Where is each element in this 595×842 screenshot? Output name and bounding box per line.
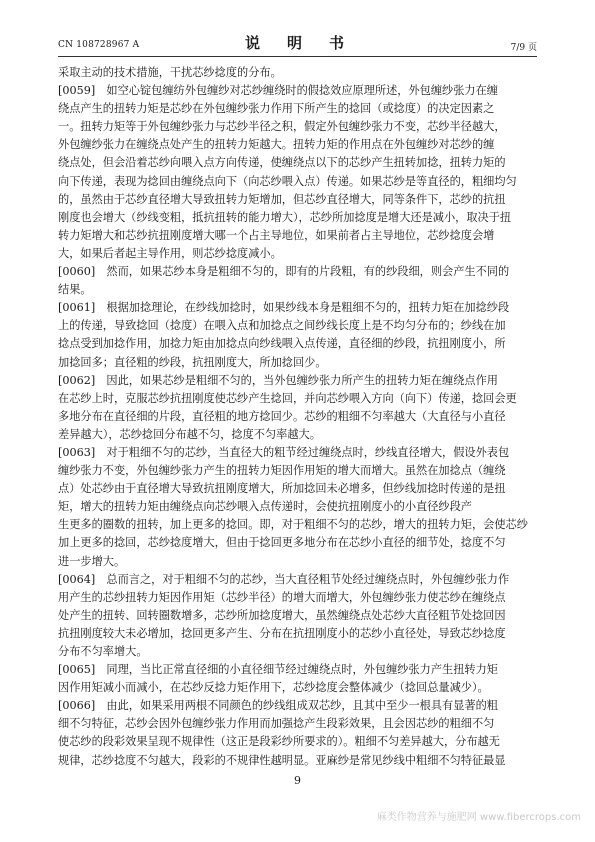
text-line: 捻点受到加捻作用，加捻力矩由加捻点向纱线喂入点传递，直径细的纱段，抗扭刚度小，所 [58,337,506,351]
text-line: [0061] 根据加捻理论，在纱线加捻时，如果纱线本身是粗细不匀的，扭转力矩在加捻纱段 [58,301,510,315]
text-line: [0060] 然而，如果芯纱本身是粗细不匀的，即有的片段粗，有的纱段细，则会产生不同的 [58,265,510,279]
text-line: 大，如果后者起主导作用，则芯纱捻度减小。 [58,246,282,260]
text-line: 用产生的芯纱扭转力矩因作用矩（芯纱半径）的增大而增大，外包缠纱张力使芯纱在缠绕点 [58,590,506,604]
text-line: 结果。 [58,283,92,297]
text-line: 采取主动的技术措施，干扰芯纱捻度的分布。 [58,66,282,79]
page-number: 9 [294,774,301,787]
text-line: [0063] 对于粗细不匀的芯纱，当直径大的粗节经过缠绕点时，纱线直径增大，假设外表包 [58,445,510,459]
page-header [58,30,537,54]
header-rule [58,56,537,57]
text-line: 缠纱张力不变，外包缠纱张力产生的扭转力矩因作用矩的增大而增大。虽然在加捻点（缠绕 [58,464,506,478]
text-line: 外包缠纱张力在缠绕点处产生的扭转力矩越大。扭转力矩的作用点在外包缠纱对芯纱的缠 [58,138,495,152]
text-line: [0059] 如空心锭包缠纺外包缠纱对芯纱缠绕时的假捻效应原理所述，外包缠纱张力在缠 [58,84,498,98]
text-line: 在芯纱上时，克服芯纱抗扭刚度使芯纱产生捻回，并向芯纱喂入方向（向下）传递，捻回会更 [58,391,517,405]
text-line: 矩，增大的扭转力矩由缠绕点向芯纱喂入点传递时，会使抗扭刚度小的小直径纱段产 [58,500,472,514]
text-line: 进一步增大。 [58,554,126,568]
text-line: 抗扭刚度较大未必增加，捻回更多产生、分布在抗扭刚度小的芯纱小直径处，导致芯纱捻度 [58,626,506,640]
text-line: 加捻回多；直径粗的纱段，抗扭刚度大，所加捻回少。 [58,355,327,369]
text-line: 向下传递，表现为捻回由缠绕点向下（向芯纱喂入点）传递。如果芯纱是等直径的，粗细均匀 [58,174,517,188]
text-line: 因作用矩减小而减小，在芯纱反捻力矩作用下，芯纱捻度会整体减少（捻回总量减少）。 [58,681,489,695]
text-line: 绕点处，但会沿着芯纱向喂入点方向传递，使缠绕点以下的芯纱产生扭转加捻，扭转力矩的 [58,156,506,170]
text-line: 绕点产生的扭转力矩是芯纱在外包缠纱张力作用下所产生的捻回（或捻度）的决定因素之 [58,102,495,116]
text-line: 规律，芯纱捻度不匀越大，段彩的不规律性越明显。亚麻纱是常见纱线中粗细不匀特征最显 [58,753,506,767]
text-line: 点）处芯纱由于直径增大导致抗扭刚度增大，所加捻回未必增多，但纱线加捻时传递的是扭 [58,482,506,496]
text-line: 使芯纱的段彩效果呈现不规律性（这正是段彩纱所要求的）。粗细不匀差异越大，分布越无 [58,735,500,749]
text-line: 差异越大），芯纱捻回分布越不匀，捻度不匀率越大。 [58,427,321,441]
text-line: 一。扭转力矩等于外包缠纱张力与芯纱半径之积，假定外包缠纱张力不变，芯纱半径越大， [58,120,506,134]
text-line: 的，虽然由于芯纱直径增大导致扭转力矩增加，但芯纱直径增大，同等条件下，芯纱的抗扭 [58,192,506,206]
body-text [58,64,538,770]
text-line: 处产生的扭转、回转圈数增多，芯纱所加捻度增大，虽然缠绕点处芯纱大直径粗节处捻回因 [58,608,506,622]
document-title: 说 明 书 [244,34,350,52]
text-line: 转力矩增大和芯纱抗扭刚度增大哪一个占主导地位，如果前者占主导地位，芯纱捻度会增 [58,228,495,242]
text-line: 分布不匀率增大。 [58,645,148,658]
text-line: [0064] 总而言之，对于粗细不匀的芯纱，当大直径粗节处经过缠绕点时，外包缠纱张力作 [58,572,510,586]
text-line: 上的传递，导致捻回（捻度）在喂入点和加捻点之间纱线长度上是不均匀分布的；纱线在加 [58,319,506,333]
site-watermark: 麻类作物营养与施肥网 www.fibercrops.com [376,812,581,823]
text-line: [0065] 同理，当比正常直径细的小直径细节经过缠绕点时，外包缠纱张力产生扭转力矩 [58,663,498,677]
text-line: 刚度也会增大（纱线变粗，抵抗扭转的能力增大），芯纱所加捻度是增大还是减小，取决于扭 [58,210,512,224]
text-line: 加上更多的捻回，芯纱捻度增大，但由于捻回更多地分布在芯纱小直径的细节处，捻度不匀 [58,536,506,550]
text-line: 生更多的圈数的扭转，加上更多的捻回。即，对于粗细不匀的芯纱，增大的扭转力矩，会使芯纱 [58,518,528,532]
text-line: [0066] 由此，如果采用两根不同颜色的纱线组成双芯纱，且其中至少一根具有显著的粗 [58,699,498,713]
text-line: 多地分布在直径细的片段，直径粗的地方捻回少。芯纱的粗细不匀率越大（大直径与小直径 [58,409,506,423]
text-line: [0062] 因此，如果芯纱是粗细不匀的，当外包缠纱张力所产生的扭转力矩在缠绕点作用 [58,373,498,387]
page-ratio: 7/9 页 [510,43,537,53]
text-line: 细不匀特征，芯纱会因外包缠纱张力作用而加强捻产生段彩效果，且会因芯纱的粗细不匀 [58,717,495,731]
patent-number: CN 108728967 A [58,40,140,50]
